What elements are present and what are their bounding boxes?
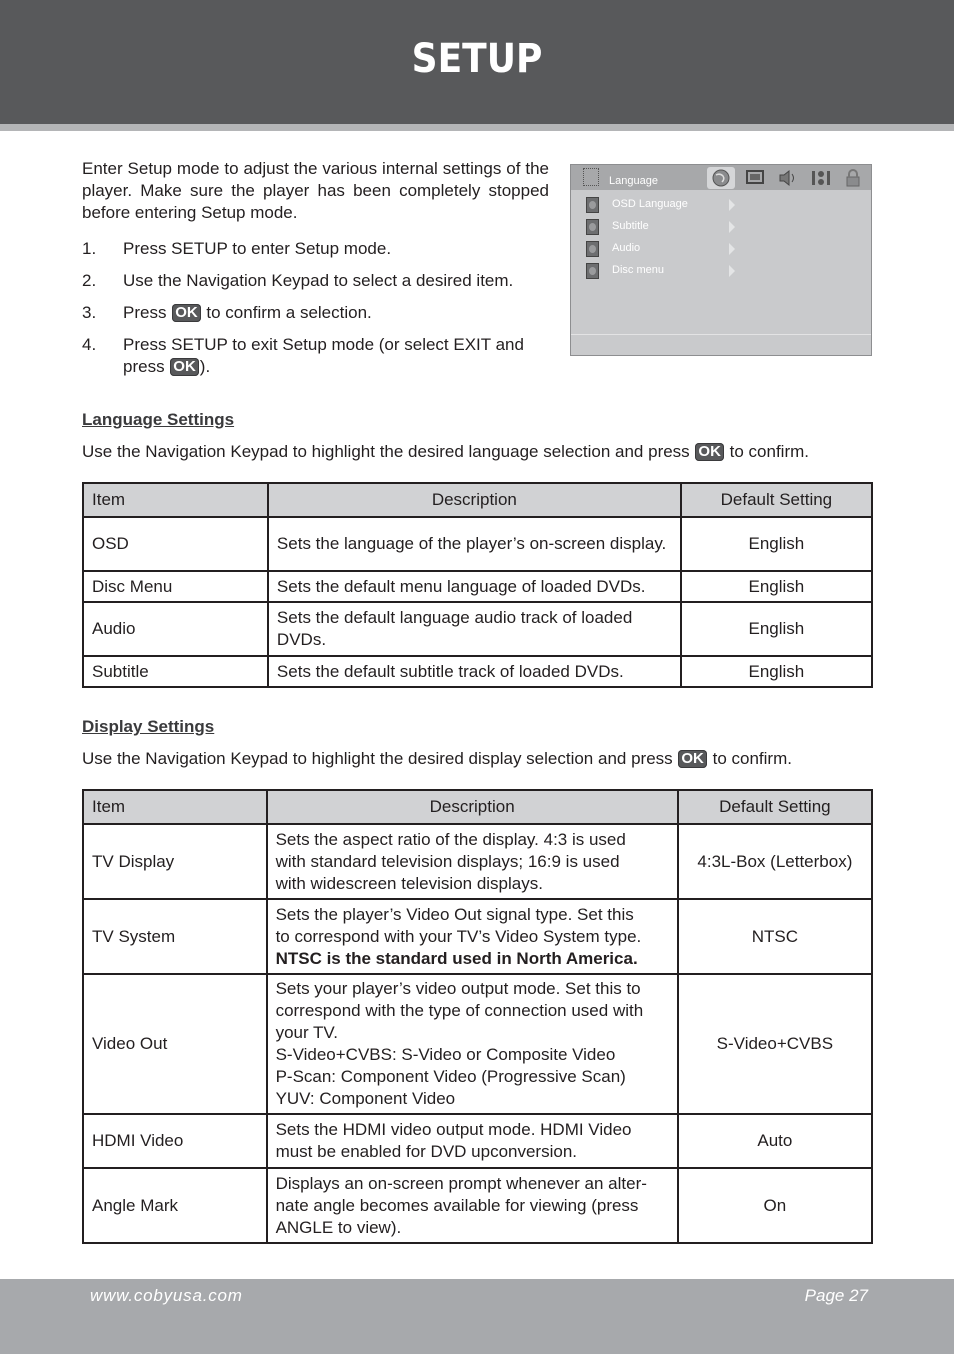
globe-icon xyxy=(707,167,735,189)
display-settings-description: Use the Navigation Keypad to highlight the desired display selection and press OK to confirm. xyxy=(82,749,792,768)
osd-menu-item: Subtitle xyxy=(586,218,736,236)
column-header: Default Setting xyxy=(678,790,872,824)
table-row: TV System Sets the player’s Video Out signal type. Set this to correspond with your TV’s Video System type. NTSC is the standard used in North America. NTSC xyxy=(83,899,872,974)
column-header: Item xyxy=(83,790,267,824)
step-item: 2. Use the Navigation Keypad to select a desired item. xyxy=(82,271,514,290)
page-title: SETUP xyxy=(411,36,543,82)
table-row: Subtitle Sets the default subtitle track of loaded DVDs. English xyxy=(83,656,872,687)
video-settings-icon xyxy=(807,167,835,189)
option-icon xyxy=(586,197,599,213)
step-item: 4. Press SETUP to exit Setup mode (or select EXIT and press OK ). xyxy=(82,335,524,376)
column-header: Description xyxy=(267,790,678,824)
osd-tab-label: Language xyxy=(609,175,658,187)
language-settings-table xyxy=(82,482,873,688)
display-settings-table xyxy=(82,789,873,1244)
column-header: Default Setting xyxy=(681,483,872,517)
table-row: HDMI Video Sets the HDMI video output mode. HDMI Video must be enabled for DVD upconversion. Auto xyxy=(83,1114,872,1168)
table-row: TV Display Sets the aspect ratio of the display. 4:3 is used with standard television displays; 16:9 is used with widescreen television displays. 4:3L-Box (Letterbox) xyxy=(83,824,872,899)
lock-icon xyxy=(839,167,867,189)
page-number: Page 27 xyxy=(804,1286,868,1305)
header-accent-bar xyxy=(0,124,954,131)
ok-key-icon: OK xyxy=(695,443,724,461)
table-row: Angle Mark Displays an on-screen prompt whenever an alter- nate angle becomes available for viewing (press ANGLE to view). On xyxy=(83,1168,872,1243)
language-settings-description: Use the Navigation Keypad to highlight the desired language selection and press OK to confirm. xyxy=(82,442,810,461)
chevron-right-icon xyxy=(729,265,735,277)
language-settings-heading: Language Settings xyxy=(82,410,235,429)
ok-key-icon: OK xyxy=(678,750,707,768)
table-row: Disc Menu Sets the default menu language of loaded DVDs. English xyxy=(83,571,872,602)
option-icon xyxy=(586,219,599,235)
osd-menu-item: Disc menu xyxy=(586,262,736,280)
osd-menu-item: OSD Language xyxy=(586,196,736,214)
osd-setup-screenshot xyxy=(570,164,872,356)
chevron-right-icon xyxy=(729,221,735,233)
option-icon xyxy=(586,263,599,279)
chevron-right-icon xyxy=(729,199,735,211)
speaker-icon xyxy=(774,167,802,189)
footer-website: www.cobyusa.com xyxy=(90,1286,243,1305)
ok-key-icon: OK xyxy=(172,304,201,322)
menu-grid-icon xyxy=(583,168,599,186)
display-settings-heading: Display Settings xyxy=(82,717,215,736)
step-item: 1. Press SETUP to enter Setup mode. xyxy=(82,239,392,258)
table-header-row xyxy=(83,483,872,517)
divider xyxy=(571,334,871,335)
column-header: Description xyxy=(268,483,681,517)
steps-list xyxy=(82,238,552,388)
osd-menu-item: Audio xyxy=(586,240,736,258)
intro-paragraph: Enter Setup mode to adjust the various internal settings of the player. Make sure the player has been completely stopped before entering Setup mode. xyxy=(82,159,549,222)
table-row: OSD Sets the language of the player’s on-screen display. English xyxy=(83,517,872,571)
table-header-row xyxy=(83,790,872,824)
column-header: Item xyxy=(83,483,268,517)
table-row: Audio Sets the default language audio track of loaded DVDs. English xyxy=(83,602,872,656)
table-row: Video Out Sets your player’s video output mode. Set this to correspond with the type of connection used with your TV. S-Video+CVBS: S-Video or Composite Video P-Scan: Component Video (Progressive Scan) YUV: Component Video S-Video+CVBS xyxy=(83,974,872,1114)
display-icon xyxy=(741,167,769,189)
chevron-right-icon xyxy=(729,243,735,255)
option-icon xyxy=(586,241,599,257)
step-item: 3. Press OK to confirm a selection. xyxy=(82,303,372,322)
ok-key-icon: OK xyxy=(170,358,199,376)
